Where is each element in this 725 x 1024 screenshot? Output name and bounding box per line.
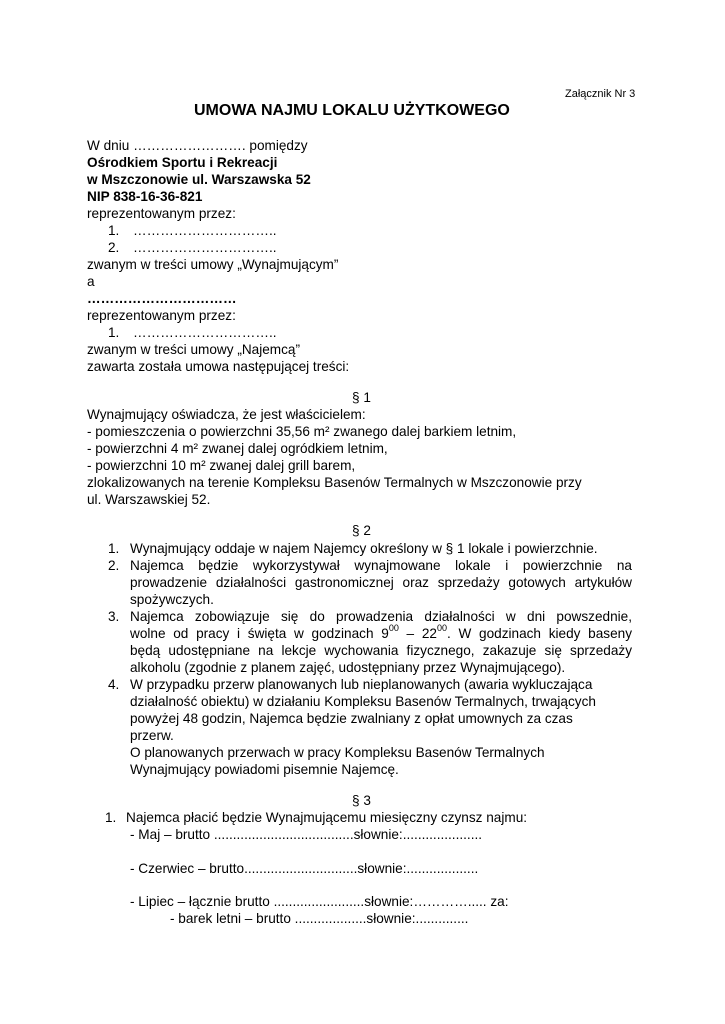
section-2-item-4: Wynajmujący powiadomi pisemnie Najemcę. — [130, 762, 399, 777]
section-2-item-1: Wynajmujący oddaje w najem Najemcy określony w § 1 lokale i powierzchnie. — [130, 541, 598, 556]
date-line: W dniu ……………………. pomiędzy — [87, 138, 308, 153]
lessor-name: Ośrodkiem Sportu i Rekreacji — [87, 155, 278, 170]
representative-blank: ………………………….. — [133, 240, 277, 255]
list-number: 2. — [108, 558, 120, 573]
representative-number: 2. — [108, 240, 120, 255]
section-3-item-1: Najemca płacić będzie Wynajmującemu miesięczny czynsz najmu: — [126, 810, 528, 825]
section-2-item-4: O planowanych przerwach w pracy Kompleksu Basenów Termalnych — [130, 745, 545, 760]
tenant-name-blank: …………………………… — [87, 291, 237, 306]
section-2-item-3: alkoholu (zgodnie z planem zajęć, udostępniany przez Wynajmującego). — [130, 660, 566, 675]
list-number: 1. — [108, 541, 120, 556]
section-2-item-4: powyżej 48 godzin, Najemca będzie zwalniany z opłat umownych za czas — [130, 711, 573, 726]
section-2-item-3: Najemca zobowiązuje się do prowadzenia działalności w dni powszednie, — [130, 609, 632, 624]
section-1-text: - powierzchni 10 m² zwanej dalej grill barem, — [87, 458, 356, 473]
section-2-item-2: prowadzenie działalności gastronomicznej oraz sprzedaży gotowych artykułów — [130, 575, 632, 590]
representative-blank: ………………………….. — [133, 223, 277, 238]
document-title: UMOWA NAJMU LOKALU UŻYTKOWEGO — [194, 102, 510, 119]
lessor-address: w Mszczonowie ul. Warszawska 52 — [87, 172, 311, 187]
section-2-item-3-hours: wolne od pracy i święta w godzinach $9^{00} - 22^{00}$. W godzinach kiedy baseny — [130, 623, 632, 641]
section-1-text: - pomieszczenia o powierzchni 35,56 m² zwanego dalej barkiem letnim, — [87, 424, 517, 439]
section-2-item-4: przerw. — [130, 728, 174, 743]
conjunction-and: a — [87, 274, 95, 289]
list-number: 4. — [108, 677, 120, 692]
rent-summer-bar: - barek letni – brutto ...................słownie:.............. — [170, 911, 469, 926]
list-number: 3. — [108, 609, 120, 624]
rent-july: - Lipiec – łącznie brutto ........................słownie:…………..... za: — [130, 894, 509, 909]
representative-blank: ………………………….. — [133, 325, 277, 340]
section-2-item-4: działalność obiektu) w działaniu Kompleksu Basenów Termalnych, trwających — [130, 694, 596, 709]
section-1-text: zlokalizowanych na terenie Kompleksu Basenów Termalnych w Mszczonowie przy — [87, 475, 582, 490]
section-2-heading: § 2 — [352, 523, 371, 538]
section-2-item-2: Najemca będzie wykorzystywał wynajmowane lokale i powierzchnie na — [130, 558, 632, 573]
represented-by-label: reprezentowanym przez: — [87, 206, 236, 221]
section-1-text: Wynajmujący oświadcza, że jest właścicielem: — [87, 407, 366, 422]
tenant-alias: zwanym w treści umowy „Najemcą” — [87, 342, 301, 357]
list-number: 1. — [105, 810, 117, 825]
representative-number: 1. — [108, 223, 120, 238]
lessor-nip: NIP 838-16-36-821 — [87, 189, 203, 204]
rent-may: - Maj – brutto .....................................słownie:..................... — [130, 827, 483, 842]
section-3-heading: § 3 — [352, 793, 371, 808]
section-1-text: - powierzchni 4 m² zwanej dalej ogródkiem letnim, — [87, 441, 388, 456]
attachment-label: Załącznik Nr 3 — [565, 88, 636, 100]
representative-number: 1. — [108, 325, 120, 340]
section-1-text: ul. Warszawskiej 52. — [87, 492, 211, 507]
concluded-line: zawarta została umowa następującej treści: — [87, 359, 350, 374]
represented-by-label: reprezentowanym przez: — [87, 308, 236, 323]
lessor-alias: zwanym w treści umowy „Wynajmującym” — [87, 257, 339, 272]
section-2-item-4: W przypadku przerw planowanych lub nieplanowanych (awaria wykluczająca — [130, 677, 593, 692]
rent-june: - Czerwiec – brutto..............................słownie:................... — [130, 861, 479, 876]
section-2-item-3: będą udostępniane na lekcje wychowania fizycznego, zakazuje się sprzedaży — [130, 643, 632, 658]
section-1-heading: § 1 — [352, 390, 371, 405]
section-2-item-2: spożywczych. — [130, 592, 214, 607]
